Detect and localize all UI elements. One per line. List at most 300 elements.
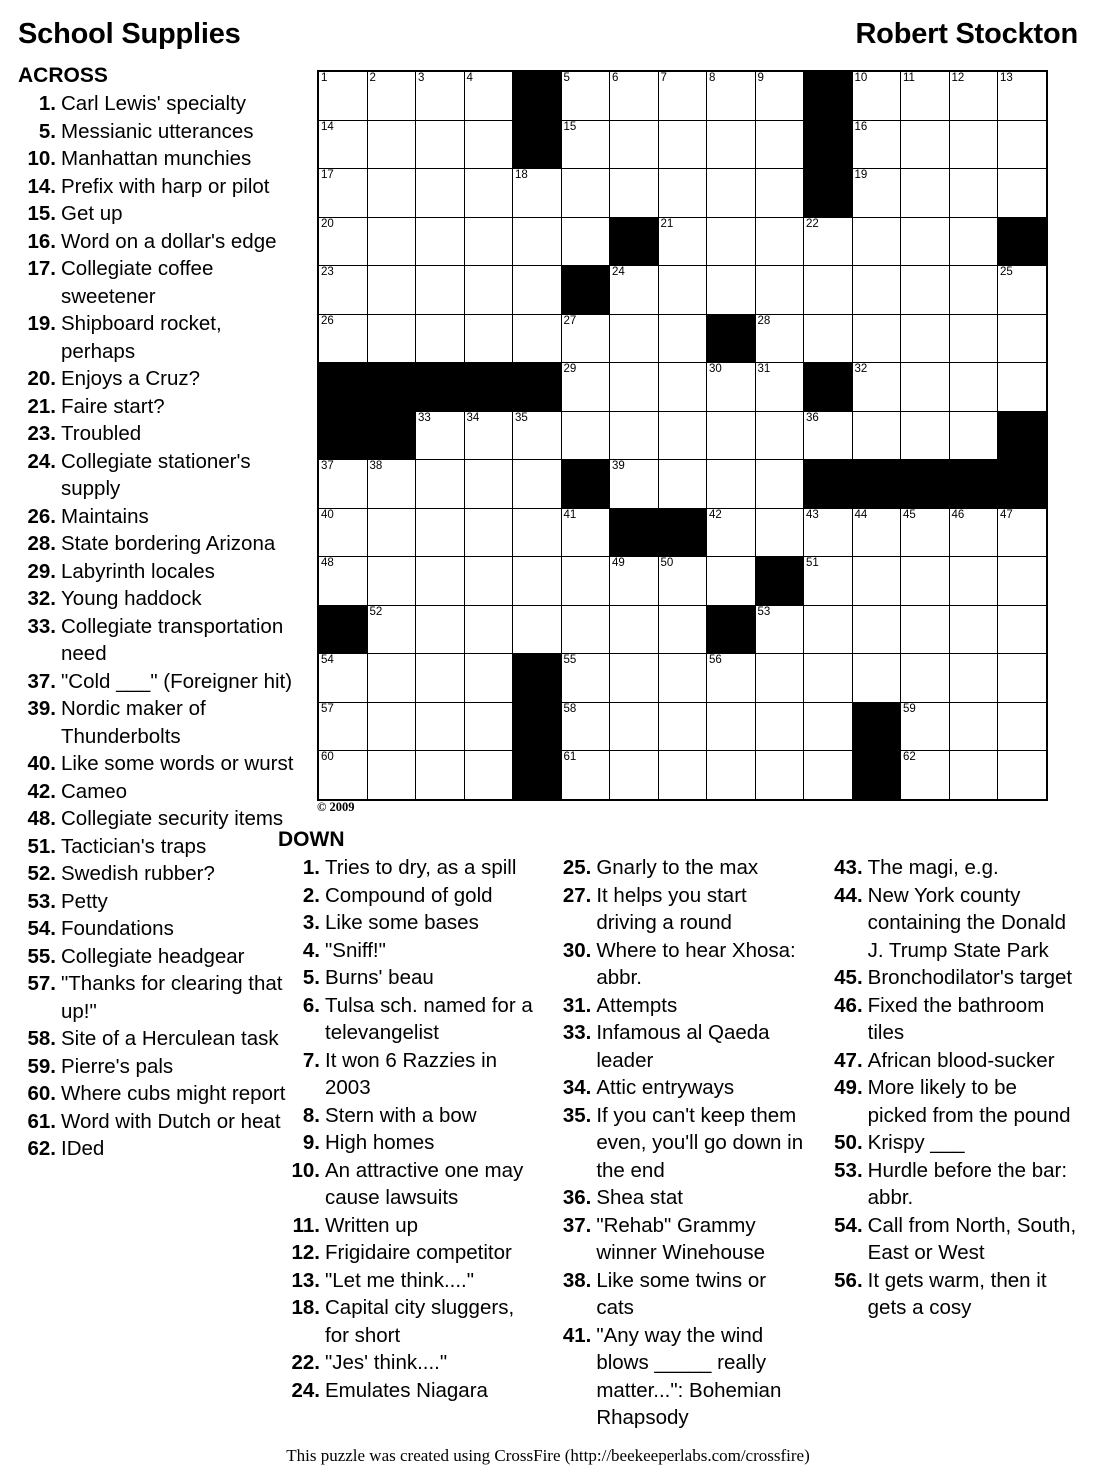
grid-cell[interactable] [852, 411, 901, 460]
clue-item [549, 1267, 806, 1322]
grid-cell[interactable] [707, 654, 756, 703]
grid-cell[interactable] [949, 411, 998, 460]
grid-block-cell [416, 363, 465, 412]
grid-cell[interactable] [901, 71, 950, 120]
grid-cell[interactable] [367, 557, 416, 606]
grid-cell[interactable] [416, 169, 465, 218]
grid-cell[interactable] [804, 702, 853, 751]
grid-cell[interactable] [561, 508, 610, 557]
grid-cell[interactable] [949, 169, 998, 218]
grid-cell[interactable] [610, 120, 659, 169]
grid-cell[interactable] [949, 557, 998, 606]
author-name: Robert Stockton [855, 18, 1078, 50]
grid-cell[interactable] [949, 751, 998, 800]
clue-text: Attic entryways [596, 1076, 735, 1099]
grid-cell[interactable] [707, 120, 756, 169]
clue-text: It gets warm, then it gets a cosy [867, 1268, 1047, 1319]
grid-cell-number: 12 [951, 72, 965, 84]
grid-cell[interactable] [367, 654, 416, 703]
grid-cell[interactable] [367, 314, 416, 363]
grid-cell[interactable] [318, 508, 367, 557]
clue-text: Capital city sluggers, for short [325, 1296, 515, 1347]
grid-cell[interactable] [755, 508, 804, 557]
grid-cell[interactable] [901, 314, 950, 363]
clue-number: 22. [291, 1351, 320, 1374]
grid-cell[interactable] [901, 508, 950, 557]
grid-cell[interactable] [561, 71, 610, 120]
down-clue-column-1 [278, 828, 535, 1432]
grid-cell[interactable] [367, 120, 416, 169]
grid-cell[interactable] [658, 363, 707, 412]
grid-cell[interactable] [949, 654, 998, 703]
grid-cell[interactable] [513, 605, 562, 654]
grid-cell[interactable] [755, 654, 804, 703]
grid-cell[interactable] [367, 460, 416, 509]
clue-item [18, 668, 296, 696]
clue-number: 24. [27, 449, 56, 473]
grid-cell[interactable] [658, 217, 707, 266]
footer-link[interactable]: beekeeperlabs.com/crossfire [611, 1446, 805, 1465]
grid-cell[interactable] [318, 460, 367, 509]
grid-cell[interactable] [658, 266, 707, 315]
grid-cell[interactable] [464, 71, 513, 120]
down-clue-column-3 [821, 828, 1078, 1432]
grid-cell[interactable] [513, 314, 562, 363]
clue-number: 21. [27, 394, 56, 418]
grid-cell[interactable] [755, 363, 804, 412]
grid-cell[interactable] [755, 169, 804, 218]
clue-item [278, 1102, 535, 1130]
grid-cell[interactable] [707, 363, 756, 412]
grid-cell[interactable] [561, 120, 610, 169]
grid-cell[interactable] [852, 217, 901, 266]
down-clue-columns [278, 828, 1078, 1432]
grid-cell[interactable] [416, 605, 465, 654]
clue-number: 49. [834, 1076, 863, 1099]
grid-cell[interactable] [318, 266, 367, 315]
grid-cell[interactable] [998, 71, 1047, 120]
grid-cell[interactable] [464, 751, 513, 800]
clue-item [18, 310, 296, 365]
down-clue-list-3 [821, 854, 1078, 1322]
clue-item [18, 750, 296, 778]
grid-cell[interactable] [707, 71, 756, 120]
grid-cell[interactable] [610, 702, 659, 751]
grid-cell[interactable] [658, 654, 707, 703]
grid-cell[interactable] [755, 314, 804, 363]
grid-cell[interactable] [318, 120, 367, 169]
grid-cell[interactable] [707, 751, 756, 800]
clue-text: Collegiate headgear [61, 944, 245, 968]
clue-number: 15. [27, 202, 56, 225]
clue-text: "Any way the wind blows _____ really matter...": Bohemian Rhapsody [596, 1323, 782, 1429]
clue-item [18, 200, 296, 228]
grid-row [318, 217, 1047, 266]
grid-cell[interactable] [513, 508, 562, 557]
grid-cell[interactable] [901, 120, 950, 169]
grid-block-cell [901, 460, 950, 509]
clue-number: 17. [27, 257, 56, 280]
grid-cell[interactable] [901, 751, 950, 800]
clue-item [549, 1184, 806, 1212]
grid-cell[interactable] [464, 557, 513, 606]
grid-cell[interactable] [367, 702, 416, 751]
grid-cell[interactable] [852, 169, 901, 218]
grid-cell[interactable] [901, 169, 950, 218]
clue-text: Collegiate transportation need [61, 614, 284, 665]
grid-cell[interactable] [804, 508, 853, 557]
grid-cell[interactable] [707, 702, 756, 751]
grid-cell[interactable] [901, 702, 950, 751]
grid-cell[interactable] [707, 217, 756, 266]
grid-cell[interactable] [561, 654, 610, 703]
grid-block-cell [513, 120, 562, 169]
grid-block-cell [852, 460, 901, 509]
clue-text: Word with Dutch or heat [61, 1109, 281, 1133]
grid-cell[interactable] [416, 654, 465, 703]
grid-cell[interactable] [658, 169, 707, 218]
grid-cell[interactable] [755, 751, 804, 800]
grid-cell[interactable] [998, 120, 1047, 169]
grid-cell[interactable] [561, 363, 610, 412]
grid-cell[interactable] [852, 557, 901, 606]
clue-item [549, 1019, 806, 1074]
grid-cell[interactable] [513, 217, 562, 266]
grid-cell[interactable] [852, 508, 901, 557]
grid-cell[interactable] [949, 314, 998, 363]
grid-cell[interactable] [658, 605, 707, 654]
grid-cell[interactable] [464, 508, 513, 557]
grid-cell[interactable] [852, 266, 901, 315]
clue-item [18, 145, 296, 173]
grid-cell[interactable] [998, 557, 1047, 606]
clue-item [18, 173, 296, 201]
grid-cell[interactable] [513, 266, 562, 315]
grid-cell[interactable] [901, 266, 950, 315]
grid-cell[interactable] [804, 314, 853, 363]
clue-number: 27. [562, 883, 592, 907]
grid-cell[interactable] [707, 169, 756, 218]
clue-number: 51. [27, 834, 56, 858]
grid-cell[interactable] [804, 217, 853, 266]
clue-item [18, 365, 296, 393]
clue-item [18, 530, 296, 558]
grid-cell[interactable] [658, 702, 707, 751]
grid-cell[interactable] [949, 605, 998, 654]
clue-number: 26. [27, 504, 56, 528]
grid-cell[interactable] [707, 411, 756, 460]
grid-cell[interactable] [561, 557, 610, 606]
grid-cell-number: 16 [854, 120, 868, 133]
grid-cell[interactable] [367, 169, 416, 218]
grid-cell[interactable] [658, 411, 707, 460]
clue-item [821, 1047, 1078, 1075]
grid-cell[interactable] [901, 654, 950, 703]
grid-cell[interactable] [561, 411, 610, 460]
grid-cell[interactable] [610, 751, 659, 800]
grid-cell-number: 44 [854, 508, 868, 521]
clue-number: 8. [302, 1103, 320, 1127]
grid-cell[interactable] [755, 217, 804, 266]
grid-cell-number: 48 [321, 557, 334, 569]
grid-cell[interactable] [416, 71, 465, 120]
clue-item [278, 882, 535, 910]
grid-cell[interactable] [804, 266, 853, 315]
grid-cell[interactable] [755, 605, 804, 654]
grid-cell[interactable] [318, 654, 367, 703]
grid-cell[interactable] [755, 120, 804, 169]
grid-cell[interactable] [998, 266, 1047, 315]
grid-cell[interactable] [901, 363, 950, 412]
grid-cell-number: 60 [321, 751, 334, 763]
grid-cell[interactable] [804, 557, 853, 606]
clue-number: 43. [834, 856, 863, 879]
grid-block-cell [707, 605, 756, 654]
grid-cell[interactable] [901, 605, 950, 654]
grid-cell[interactable] [852, 71, 901, 120]
clue-item [18, 448, 296, 503]
clue-number: 36. [562, 1186, 592, 1209]
grid-cell[interactable] [998, 702, 1047, 751]
down-clue-list-1 [278, 854, 535, 1404]
grid-row [318, 751, 1047, 800]
clue-text: Troubled [61, 422, 142, 445]
grid-cell[interactable] [610, 314, 659, 363]
clue-text: Tactician's traps [61, 834, 207, 858]
grid-cell[interactable] [658, 71, 707, 120]
grid-cell[interactable] [804, 411, 853, 460]
grid-cell[interactable] [998, 654, 1047, 703]
grid-cell[interactable] [513, 557, 562, 606]
grid-row [318, 702, 1047, 751]
clue-number: 30. [562, 938, 592, 962]
grid-cell[interactable] [561, 702, 610, 751]
clue-text: Faire start? [61, 394, 165, 418]
clue-item [18, 420, 296, 448]
grid-cell[interactable] [464, 169, 513, 218]
grid-cell[interactable] [561, 169, 610, 218]
grid-block-cell [852, 751, 901, 800]
grid-cell[interactable] [901, 411, 950, 460]
clue-item [821, 964, 1078, 992]
grid-cell[interactable] [610, 363, 659, 412]
clue-text: Carl Lewis' specialty [61, 92, 247, 115]
grid-row [318, 654, 1047, 703]
clue-text: An attractive one may cause lawsuits [325, 1158, 524, 1209]
grid-cell[interactable] [513, 460, 562, 509]
clue-text: Tries to dry, as a spill [325, 856, 517, 879]
grid-cell[interactable] [755, 71, 804, 120]
grid-cell-number: 11 [903, 72, 915, 84]
grid-cell[interactable] [367, 605, 416, 654]
grid-cell[interactable] [998, 751, 1047, 800]
grid-cell[interactable] [318, 169, 367, 218]
grid-cell-number: 6 [612, 72, 619, 84]
grid-cell[interactable] [852, 363, 901, 412]
grid-cell[interactable] [464, 266, 513, 315]
grid-cell[interactable] [755, 702, 804, 751]
grid-cell[interactable] [561, 751, 610, 800]
grid-cell[interactable] [464, 605, 513, 654]
grid-cell[interactable] [658, 460, 707, 509]
grid-cell[interactable] [610, 460, 659, 509]
grid-cell[interactable] [561, 217, 610, 266]
grid-cell[interactable] [318, 314, 367, 363]
grid-cell[interactable] [610, 654, 659, 703]
grid-cell[interactable] [998, 508, 1047, 557]
grid-cell[interactable] [949, 120, 998, 169]
grid-cell[interactable] [707, 557, 756, 606]
clue-text: Gnarly to the max [596, 856, 759, 879]
grid-cell-number: 38 [369, 460, 383, 472]
grid-cell-number: 28 [757, 314, 771, 327]
grid-cell[interactable] [998, 363, 1047, 412]
grid-cell[interactable] [949, 363, 998, 412]
grid-cell[interactable] [707, 460, 756, 509]
clue-number: 40. [27, 752, 56, 775]
grid-cell[interactable] [416, 314, 465, 363]
grid-cell-number: 53 [757, 605, 771, 618]
grid-block-cell [367, 363, 416, 412]
grid-cell[interactable] [852, 654, 901, 703]
clue-number: 56. [834, 1268, 863, 1292]
grid-cell[interactable] [464, 460, 513, 509]
grid-cell[interactable] [949, 702, 998, 751]
grid-block-cell [852, 702, 901, 751]
grid-cell[interactable] [998, 314, 1047, 363]
grid-cell[interactable] [658, 751, 707, 800]
grid-cell[interactable] [901, 217, 950, 266]
clue-text: State bordering Arizona [61, 532, 276, 555]
grid-cell[interactable] [707, 508, 756, 557]
grid-cell[interactable] [513, 411, 562, 460]
clue-text: Call from North, South, East or West [867, 1213, 1077, 1264]
grid-cell[interactable] [755, 460, 804, 509]
grid-cell[interactable] [804, 605, 853, 654]
clue-item [549, 937, 806, 992]
clue-text: Burns' beau [325, 966, 434, 989]
clue-text: Prefix with harp or pilot [61, 174, 270, 198]
grid-cell[interactable] [610, 605, 659, 654]
grid-cell[interactable] [949, 71, 998, 120]
grid-cell[interactable] [610, 169, 659, 218]
grid-cell[interactable] [852, 605, 901, 654]
grid-cell[interactable] [318, 751, 367, 800]
grid-cell[interactable] [513, 169, 562, 218]
grid-cell[interactable] [367, 71, 416, 120]
grid-cell[interactable] [367, 508, 416, 557]
grid-block-cell [949, 460, 998, 509]
clue-item [549, 1212, 806, 1267]
clue-text: "Sniff!" [325, 938, 386, 962]
grid-cell[interactable] [707, 266, 756, 315]
grid-cell[interactable] [998, 169, 1047, 218]
grid-row [318, 508, 1047, 557]
clue-number: 10. [27, 147, 56, 170]
grid-cell[interactable] [464, 411, 513, 460]
grid-cell[interactable] [949, 266, 998, 315]
clue-number: 60. [27, 1082, 56, 1105]
grid-cell[interactable] [755, 266, 804, 315]
grid-cell[interactable] [949, 217, 998, 266]
clue-text: Collegiate stationer's supply [61, 449, 251, 500]
grid-row [318, 605, 1047, 654]
grid-cell[interactable] [561, 314, 610, 363]
grid-cell[interactable] [901, 557, 950, 606]
grid-cell[interactable] [367, 266, 416, 315]
grid-cell[interactable] [318, 557, 367, 606]
grid-cell[interactable] [804, 751, 853, 800]
grid-cell[interactable] [416, 120, 465, 169]
grid-cell[interactable] [416, 751, 465, 800]
grid-cell-number: 31 [757, 363, 771, 375]
grid-cell[interactable] [755, 411, 804, 460]
clue-number: 50. [834, 1131, 863, 1154]
grid-cell[interactable] [416, 217, 465, 266]
grid-cell-number: 1 [321, 72, 328, 84]
clue-number: 24. [291, 1378, 320, 1402]
grid-cell[interactable] [416, 460, 465, 509]
crossword-grid[interactable] [317, 70, 1048, 801]
grid-cell[interactable] [561, 605, 610, 654]
grid-cell[interactable] [416, 411, 465, 460]
footer-prefix: This puzzle was created using CrossFire (http:// [286, 1446, 612, 1465]
grid-cell-number: 19 [854, 169, 868, 181]
crossword-grid-table[interactable] [317, 70, 1048, 801]
grid-cell[interactable] [416, 702, 465, 751]
grid-cell-number: 23 [321, 266, 334, 278]
grid-cell[interactable] [416, 508, 465, 557]
grid-cell[interactable] [658, 314, 707, 363]
grid-cell[interactable] [852, 120, 901, 169]
grid-cell[interactable] [464, 702, 513, 751]
grid-cell-number: 15 [563, 120, 577, 133]
clue-number: 39. [27, 697, 56, 720]
clue-number: 37. [27, 669, 56, 693]
grid-cell-number: 57 [321, 702, 334, 715]
clue-number: 13. [291, 1268, 320, 1292]
grid-cell[interactable] [416, 557, 465, 606]
grid-cell[interactable] [610, 71, 659, 120]
clue-item [278, 1294, 535, 1349]
clue-number: 16. [27, 229, 56, 253]
grid-cell[interactable] [367, 217, 416, 266]
grid-cell[interactable] [998, 605, 1047, 654]
clue-item [18, 255, 296, 310]
grid-block-cell [561, 266, 610, 315]
grid-cell[interactable] [464, 120, 513, 169]
grid-cell[interactable] [318, 217, 367, 266]
grid-cell[interactable] [658, 557, 707, 606]
grid-cell[interactable] [949, 508, 998, 557]
grid-cell[interactable] [658, 120, 707, 169]
grid-cell[interactable] [610, 557, 659, 606]
grid-cell[interactable] [367, 751, 416, 800]
clue-item [18, 585, 296, 613]
grid-cell[interactable] [464, 217, 513, 266]
grid-cell[interactable] [610, 266, 659, 315]
grid-cell[interactable] [852, 314, 901, 363]
grid-cell[interactable] [610, 411, 659, 460]
grid-cell[interactable] [318, 702, 367, 751]
grid-cell[interactable] [416, 266, 465, 315]
grid-cell[interactable] [464, 654, 513, 703]
grid-cell[interactable] [318, 71, 367, 120]
clue-text: It helps you start driving a round [596, 883, 747, 934]
grid-cell[interactable] [464, 314, 513, 363]
grid-cell[interactable] [804, 654, 853, 703]
clue-text: Collegiate coffee sweetener [61, 257, 214, 308]
